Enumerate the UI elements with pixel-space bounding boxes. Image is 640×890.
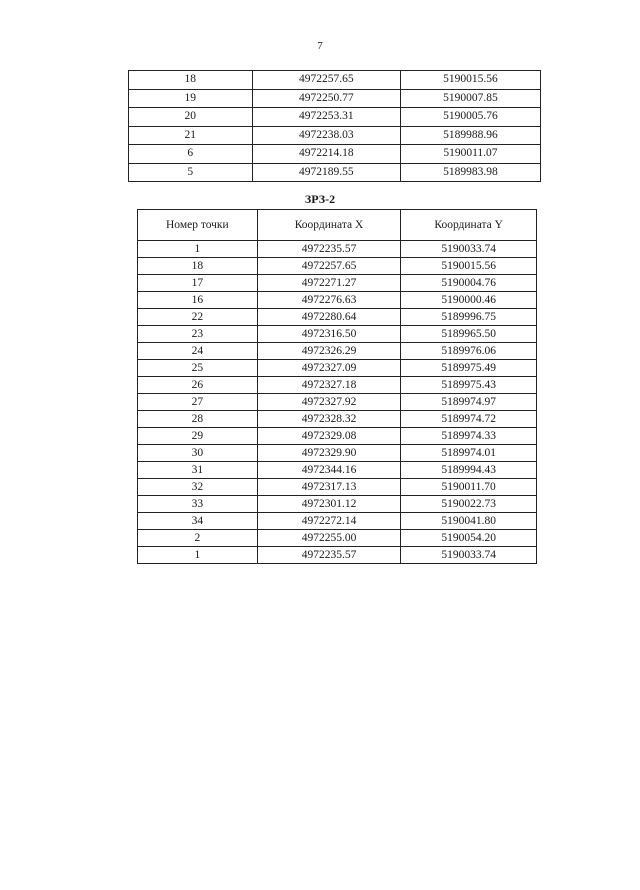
cell-coordinate-y: 5190054.20: [401, 530, 537, 547]
cell-coordinate-x: 4972317.13: [257, 479, 401, 496]
table-body: [129, 71, 541, 182]
cell-point-number: 19: [129, 89, 253, 108]
table-row: [138, 258, 537, 275]
table-row: [129, 71, 541, 90]
table-row: [138, 326, 537, 343]
table-row: [138, 530, 537, 547]
cell-coordinate-y: 5190005.76: [400, 108, 540, 127]
cell-coordinate-y: 5189975.49: [401, 360, 537, 377]
cell-point-number: 33: [138, 496, 258, 513]
coordinates-table-zrz-2: [137, 209, 537, 564]
table-row: [129, 163, 541, 182]
cell-coordinate-y: 5190015.56: [401, 258, 537, 275]
cell-coordinate-x: 4972327.18: [257, 377, 401, 394]
cell-coordinate-x: 4972250.77: [252, 89, 400, 108]
cell-coordinate-y: 5189974.01: [401, 445, 537, 462]
cell-coordinate-x: 4972272.14: [257, 513, 401, 530]
cell-coordinate-x: 4972344.16: [257, 462, 401, 479]
cell-coordinate-x: 4972235.57: [257, 547, 401, 564]
cell-point-number: 20: [129, 108, 253, 127]
cell-point-number: 31: [138, 462, 258, 479]
table-row: [138, 547, 537, 564]
cell-coordinate-y: 5189988.96: [400, 126, 540, 145]
cell-point-number: 25: [138, 360, 258, 377]
table-row: [138, 309, 537, 326]
cell-coordinate-y: 5190007.85: [400, 89, 540, 108]
table-row: [138, 479, 537, 496]
cell-coordinate-y: 5190033.74: [401, 241, 537, 258]
cell-coordinate-x: 4972235.57: [257, 241, 401, 258]
cell-coordinate-y: 5189996.75: [401, 309, 537, 326]
cell-coordinate-y: 5189983.98: [400, 163, 540, 182]
cell-coordinate-y: 5190000.46: [401, 292, 537, 309]
cell-coordinate-y: 5189976.06: [401, 343, 537, 360]
cell-coordinate-y: 5190033.74: [401, 547, 537, 564]
cell-point-number: 34: [138, 513, 258, 530]
cell-coordinate-y: 5190041.80: [401, 513, 537, 530]
cell-point-number: 27: [138, 394, 258, 411]
header-point-number: Номер точки: [138, 210, 258, 241]
header-coordinate-x: Координата X: [257, 210, 401, 241]
cell-coordinate-x: 4972316.50: [257, 326, 401, 343]
cell-point-number: 23: [138, 326, 258, 343]
cell-coordinate-x: 4972326.29: [257, 343, 401, 360]
cell-coordinate-y: 5190004.76: [401, 275, 537, 292]
table-row: [138, 377, 537, 394]
cell-coordinate-x: 4972255.00: [257, 530, 401, 547]
cell-point-number: 32: [138, 479, 258, 496]
table-row: [138, 462, 537, 479]
cell-point-number: 2: [138, 530, 258, 547]
table-row: [138, 411, 537, 428]
cell-point-number: 6: [129, 145, 253, 164]
table-row: [138, 292, 537, 309]
cell-coordinate-x: 4972238.03: [252, 126, 400, 145]
cell-coordinate-y: 5190022.73: [401, 496, 537, 513]
cell-coordinate-y: 5190011.07: [400, 145, 540, 164]
table-body: [138, 241, 537, 564]
table-row: [129, 89, 541, 108]
table-row: [138, 343, 537, 360]
table-row: [138, 275, 537, 292]
table-row: [129, 108, 541, 127]
table-row: [138, 394, 537, 411]
cell-coordinate-y: 5189974.72: [401, 411, 537, 428]
cell-coordinate-x: 4972327.09: [257, 360, 401, 377]
cell-coordinate-y: 5189965.50: [401, 326, 537, 343]
cell-coordinate-x: 4972276.63: [257, 292, 401, 309]
cell-point-number: 18: [138, 258, 258, 275]
cell-point-number: 18: [129, 71, 253, 90]
table-row: [138, 241, 537, 258]
cell-coordinate-x: 4972257.65: [252, 71, 400, 90]
table-row: [138, 496, 537, 513]
cell-coordinate-y: 5189974.97: [401, 394, 537, 411]
cell-coordinate-x: 4972214.18: [252, 145, 400, 164]
table-row: [138, 360, 537, 377]
cell-point-number: 30: [138, 445, 258, 462]
table-row: [129, 145, 541, 164]
header-row: [138, 210, 537, 241]
section-title: ЗРЗ-2: [304, 192, 336, 206]
cell-point-number: 1: [138, 241, 258, 258]
cell-coordinate-x: 4972271.27: [257, 275, 401, 292]
cell-coordinate-x: 4972257.65: [257, 258, 401, 275]
table-header: [138, 210, 537, 241]
cell-point-number: 1: [138, 547, 258, 564]
cell-coordinate-x: 4972329.08: [257, 428, 401, 445]
cell-point-number: 21: [129, 126, 253, 145]
cell-coordinate-x: 4972301.12: [257, 496, 401, 513]
cell-coordinate-y: 5189975.43: [401, 377, 537, 394]
cell-coordinate-x: 4972280.64: [257, 309, 401, 326]
page-number: 7: [317, 40, 323, 52]
cell-coordinate-y: 5189994.43: [401, 462, 537, 479]
cell-coordinate-x: 4972329.90: [257, 445, 401, 462]
cell-point-number: 24: [138, 343, 258, 360]
cell-coordinate-x: 4972253.31: [252, 108, 400, 127]
header-coordinate-y: Координата Y: [401, 210, 537, 241]
cell-point-number: 26: [138, 377, 258, 394]
table-row: [138, 513, 537, 530]
cell-point-number: 5: [129, 163, 253, 182]
cell-coordinate-y: 5190015.56: [400, 71, 540, 90]
cell-point-number: 17: [138, 275, 258, 292]
cell-coordinate-y: 5189974.33: [401, 428, 537, 445]
cell-coordinate-x: 4972327.92: [257, 394, 401, 411]
table-row: [138, 428, 537, 445]
coordinates-table-continued: [128, 70, 541, 182]
table-row: [138, 445, 537, 462]
table-row: [129, 126, 541, 145]
cell-coordinate-x: 4972189.55: [252, 163, 400, 182]
cell-point-number: 22: [138, 309, 258, 326]
cell-point-number: 16: [138, 292, 258, 309]
cell-point-number: 28: [138, 411, 258, 428]
cell-coordinate-x: 4972328.32: [257, 411, 401, 428]
cell-coordinate-y: 5190011.70: [401, 479, 537, 496]
cell-point-number: 29: [138, 428, 258, 445]
